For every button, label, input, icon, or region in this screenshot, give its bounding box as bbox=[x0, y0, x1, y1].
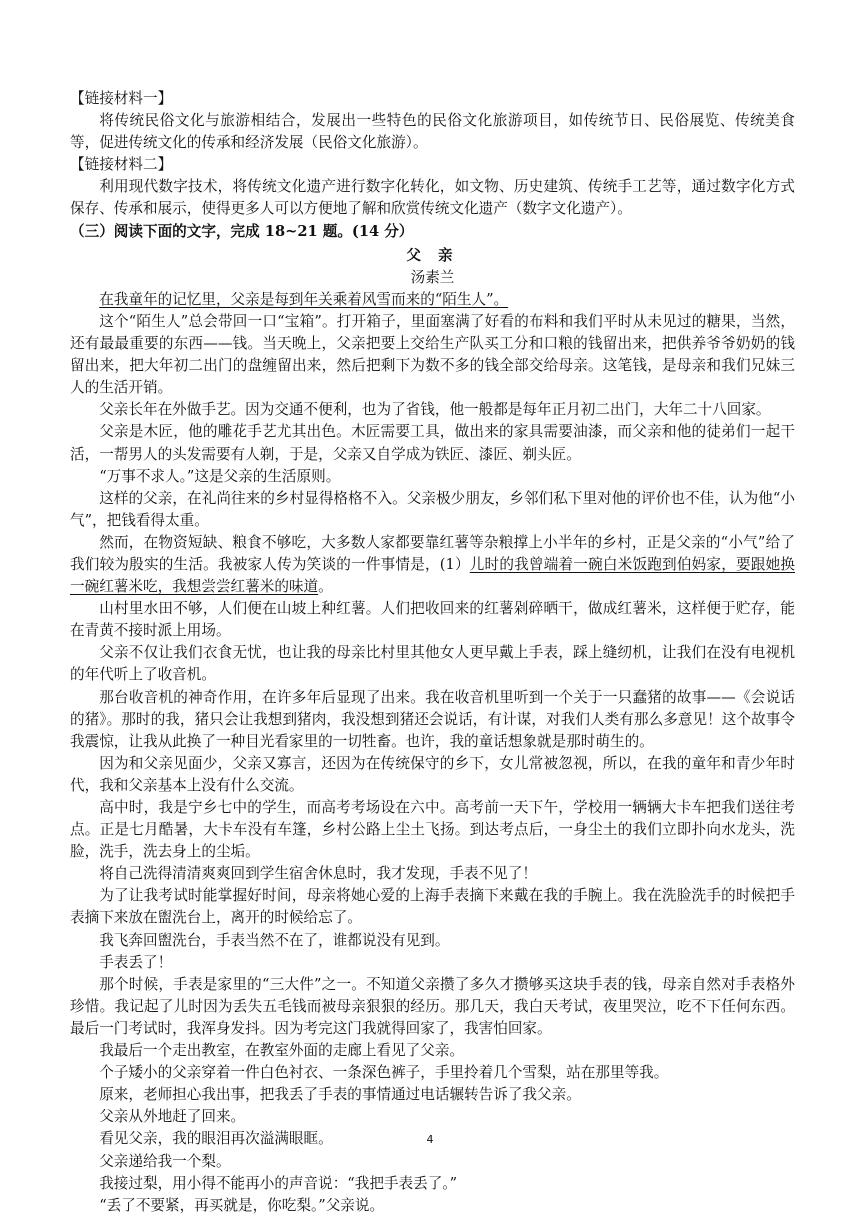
article-paragraph: 父亲递给我一个梨。 bbox=[99, 1152, 231, 1170]
article-paragraph: 将自己洗得清清爽爽回到学生宿舍休息时，我才发现，手表不见了！ bbox=[99, 865, 538, 883]
underlined-sentence-1: 儿时的我曾端着一碗白米饭跑到伯妈家，要跟她换一碗红薯米吃，我想尝尝红薯米的味道 bbox=[70, 555, 795, 596]
link-material-2-label: 【链接材料二】 bbox=[70, 156, 173, 174]
link-material-1-text: 将传统民俗文化与旅游相结合，发展出一些特色的民俗文化旅游项目，如传统节日、民俗展览、传统美食等，促进传统文化的传承和经济发展（民俗文化旅游）。 bbox=[70, 112, 795, 152]
article-paragraph: 原来，老师担心我出事，把我丢了手表的事情通过电话辗转告诉了我父亲。 bbox=[99, 1086, 581, 1104]
article-paragraph: 山村里水田不够，人们便在山坡上种红薯。人们把收回来的红薯剁碎晒干，做成红薯米，这样便于贮存，能在青黄不接时派上用场。 bbox=[70, 600, 795, 640]
paragraph-rice-post: 。 bbox=[318, 578, 333, 596]
page-number: 4 bbox=[426, 1133, 434, 1146]
article-paragraph: 父亲是木匠，他的雕花手艺尤其出色。木匠需要工具，做出来的家具需要油漆，而父亲和他的徒弟们一起干活，一帮男人的头发需要有人剃，于是，父亲又自学成为铁匠、漆匠、剃头匠。 bbox=[70, 423, 795, 463]
article-first-line bbox=[70, 289, 795, 311]
article-paragraph: 高中时，我是宁乡七中的学生，而高考考场设在六中。高考前一天下午，学校用一辆辆大卡车把我们送往考点。正是七月酷暑，大卡车没有车篷，乡村公路上尘土飞扬。到达考点后，一身尘土的我们立即扑向水龙头，洗脸，洗手，洗去身上的尘垢。 bbox=[70, 799, 795, 861]
paragraph-rice bbox=[70, 532, 795, 598]
article-paragraph: 手表丢了！ bbox=[99, 953, 173, 971]
article-paragraph: 为了让我考试时能掌握好时间，母亲将她心爱的上海手表摘下来戴在我的手腕上。我在洗脸洗手的时候把手表摘下来放在盥洗台上，离开的时候给忘了。 bbox=[70, 887, 795, 927]
article-paragraph: 看见父亲，我的眼泪再次溢满眼眶。 bbox=[99, 1130, 333, 1148]
article-paragraph: 那台收音机的神奇作用，在许多年后显现了出来。我在收音机里听到一个关于一只蠢猪的故事——《会说话的猪》。那时的我，猪只会让我想到猪肉，我没想到猪还会说话，有计谋，对我们人类有那么多意见！这个故事令我震惊，让我从此换了一种目光看家里的一切牲畜。也许，我的童话想象就是那时萌生的。 bbox=[70, 688, 795, 750]
link-material-2-text: 利用现代数字技术，将传统文化遗产进行数字化转化，如文物、历史建筑、传统手工艺等，通过数字化方式保存、传承和展示，使得更多人可以方便地了解和欣赏传统文化遗产（数字文化遗产）。 bbox=[70, 178, 795, 218]
section-heading: （三）阅读下面的文字，完成 18~21 题。(14 分） bbox=[70, 222, 414, 240]
underlined-sentence: 在我童年的记忆里，父亲是每到年关乘着风雪而来的“陌生人”。 bbox=[99, 290, 509, 308]
article-author: 汤素兰 bbox=[410, 268, 455, 286]
article-paragraph: 父亲从外地赶了回来。 bbox=[99, 1108, 246, 1126]
article-paragraph: 因为和父亲见面少，父亲又寡言，还因为在传统保守的乡下，女儿常被忽视，所以，在我的童年和青少年时代，我和父亲基本上没有什么交流。 bbox=[70, 754, 795, 794]
article-paragraph: 我接过梨，用小得不能再小的声音说：“我把手表丢了。” bbox=[99, 1174, 458, 1192]
article-paragraph: “丢了不要紧，再买就是，你吃梨。”父亲说。 bbox=[99, 1196, 385, 1214]
article-paragraph: 那个时候，手表是家里的“三大件”之一。不知道父亲攒了多久才攒够买这块手表的钱，母亲自然对手表格外珍惜。我记起了儿时因为丢失五毛钱而被母亲狠狠的经历。那几天，我白天考试，夜里哭泣，吃不下任何东西。最后一门考试时，我浑身发抖。因为考完这门我就得回家了，我害怕回家。 bbox=[70, 975, 795, 1037]
article-title: 父 亲 bbox=[406, 246, 459, 264]
page-content bbox=[70, 88, 795, 1217]
article-paragraph: 父亲长年在外做手艺。因为交通不便利，也为了省钱，他一般都是每年正月初二出门，大年二十八回家。 bbox=[99, 401, 771, 419]
article-paragraph: 这样的父亲，在礼尚往来的乡村显得格格不入。父亲极少朋友，乡邻们私下里对他的评价也不佳，认为他“小气”，把钱看得太重。 bbox=[70, 489, 795, 529]
link-material-1-label: 【链接材料一】 bbox=[70, 90, 173, 107]
article-paragraph: 这个“陌生人”总会带回一口“宝箱”。打开箱子，里面塞满了好看的布料和我们平时从未见过的糖果，当然，还有最最重要的东西——钱。当天晚上，父亲把要上交给生产队买工分和口粮的钱留出来，把供养爷爷奶奶的钱留出来，把大年初二出门的盘缠留出来，然后把剩下为数不多的钱全部交给母亲。这笔钱，是母亲和我们兄妹三人的生活开销。 bbox=[70, 312, 795, 397]
article-paragraph: 个子矮小的父亲穿着一件白色衬衣、一条深色裤子，手里拎着几个雪梨，站在那里等我。 bbox=[99, 1064, 669, 1082]
article-paragraph: 父亲不仅让我们衣食无忧，也让我的母亲比村里其他女人更早戴上手表，踩上缝纫机，让我们在没有电视机的年代听上了收音机。 bbox=[70, 644, 795, 684]
article-paragraph: 我最后一个走出教室，在教室外面的走廊上看见了父亲。 bbox=[99, 1042, 465, 1060]
article-paragraph: “万事不求人。”这是父亲的生活原则。 bbox=[99, 467, 341, 485]
paragraph-rice-pre: 然而，在物资短缺、粮食不够吃，大多数人家都要靠红薯等杂粮撑上小半年的乡村，正是父亲的“小气”给了我们较为殷实的生活。我被家人传为笑谈的一件事情是，(1） bbox=[70, 533, 795, 573]
article-paragraph: 我飞奔回盥洗台，手表当然不在了，谁都说没有见到。 bbox=[99, 931, 450, 949]
article-body-2 bbox=[70, 598, 795, 1217]
article-body-1 bbox=[70, 311, 795, 532]
